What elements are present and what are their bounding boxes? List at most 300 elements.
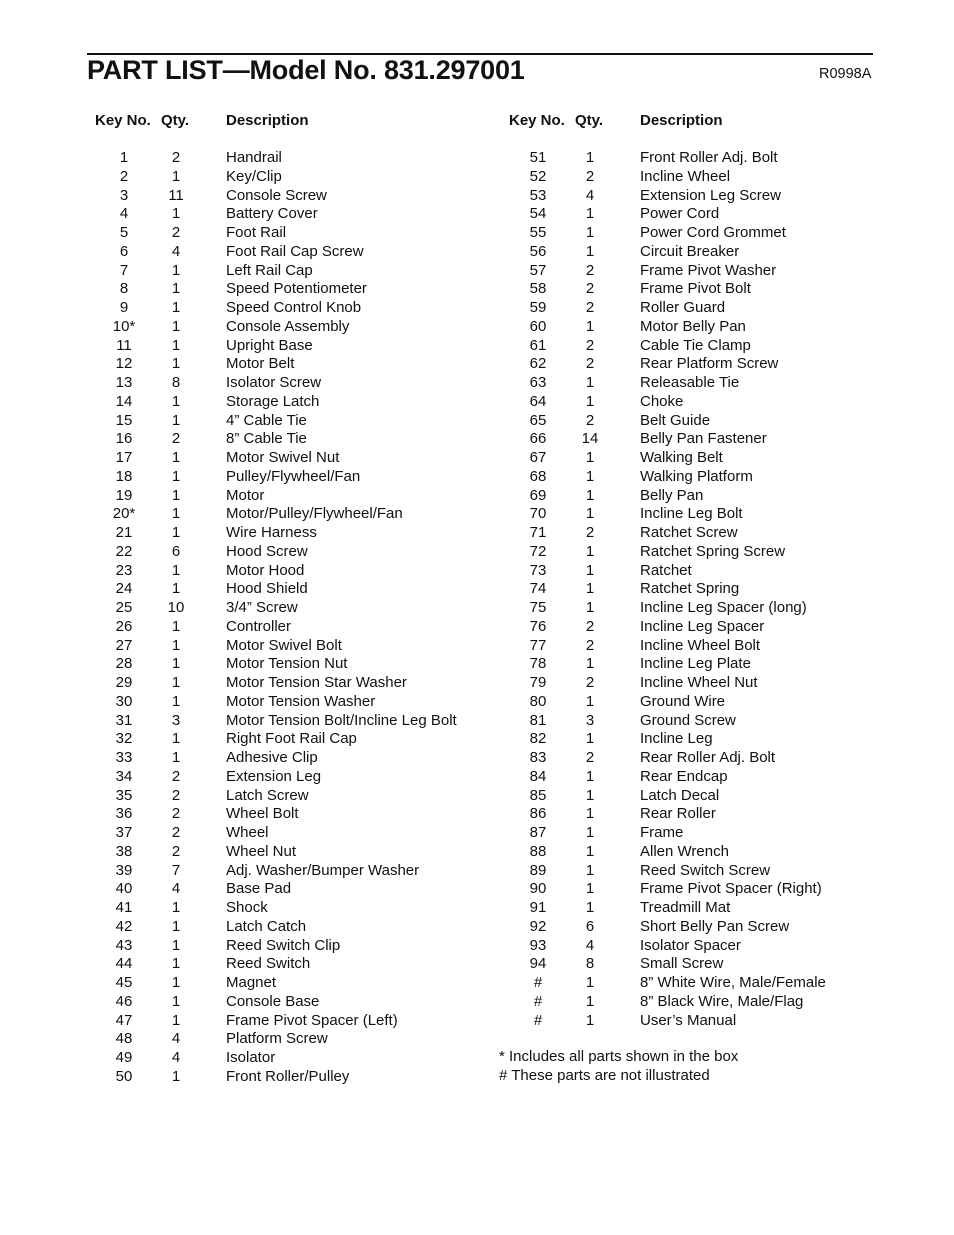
part-key-no: 10* [112, 317, 136, 335]
part-qty: 2 [585, 299, 595, 316]
part-key-no: 60 [529, 317, 547, 335]
part-qty: 6 [585, 917, 595, 935]
part-key-no: 56 [529, 242, 547, 260]
part-qty: 2 [171, 786, 181, 804]
part-qty: 1 [171, 467, 181, 485]
part-qty: 1 [585, 242, 595, 260]
part-key-no: 53 [529, 186, 547, 204]
part-qty: 7 [171, 861, 181, 879]
part-key-no: 48 [115, 1030, 133, 1048]
part-key-no: 64 [529, 392, 547, 410]
part-key-no: 71 [529, 524, 547, 541]
part-key-no: 72 [529, 542, 547, 560]
part-qty: 1 [585, 374, 595, 391]
part-key-no: 18 [115, 467, 133, 485]
part-description: Cable Tie Clamp [640, 336, 751, 354]
part-qty: 1 [171, 955, 181, 973]
part-description: Ratchet Spring [640, 580, 740, 598]
part-description: Upright Base [226, 336, 313, 354]
part-key-no: 28 [115, 655, 133, 673]
part-description: Frame Pivot Washer [640, 261, 777, 279]
part-key-no: 59 [529, 299, 547, 316]
part-description: Front Roller Adj. Bolt [640, 149, 778, 166]
part-qty: 1 [171, 1011, 181, 1029]
part-description: Frame Pivot Spacer (Right) [640, 880, 822, 898]
part-key-no: 24 [115, 580, 133, 598]
part-qty: 2 [585, 749, 595, 766]
part-description: Speed Control Knob [226, 299, 362, 316]
part-qty: 4 [171, 1049, 181, 1066]
part-description: Console Base [226, 992, 320, 1010]
part-qty: 3 [171, 711, 181, 729]
part-description: Walking Platform [640, 467, 753, 485]
part-key-no: 43 [115, 936, 133, 954]
part-key-no: 25 [115, 599, 133, 616]
part-key-no: 82 [529, 730, 547, 748]
part-description: Pulley/Flywheel/Fan [226, 467, 361, 485]
part-qty: 2 [171, 149, 181, 166]
part-description: Incline Wheel [640, 167, 731, 185]
part-description: Console Assembly [226, 317, 350, 335]
part-key-no: 69 [529, 486, 547, 504]
part-qty: 2 [585, 617, 595, 635]
part-qty: 1 [585, 486, 595, 504]
part-description: Frame [640, 824, 684, 841]
part-description: Battery Cover [226, 205, 318, 223]
part-qty: 1 [171, 449, 181, 466]
part-qty: 1 [585, 824, 595, 841]
part-qty: 1 [171, 974, 181, 991]
part-qty: 1 [585, 542, 595, 560]
part-key-no: 67 [529, 449, 547, 466]
part-key-no: 15 [115, 411, 133, 429]
part-description: Motor/Pulley/Flywheel/Fan [226, 505, 403, 523]
part-description: Motor [226, 486, 265, 504]
part-description: Motor Swivel Bolt [226, 636, 342, 654]
part-description: Motor Belt [226, 355, 295, 373]
part-description: Roller Guard [640, 299, 726, 316]
part-description: Rear Endcap [640, 767, 728, 785]
part-qty: 1 [171, 580, 181, 598]
part-key-no: 8 [119, 280, 129, 298]
part-qty: 4 [585, 936, 595, 954]
part-key-no: 91 [529, 899, 547, 916]
part-description: 8” Black Wire, Male/Flag [640, 992, 804, 1010]
part-qty: 1 [171, 674, 181, 691]
part-qty: 1 [171, 205, 181, 223]
document-code: R0998A [819, 66, 872, 82]
part-qty: 14 [581, 430, 599, 448]
part-qty: 1 [171, 486, 181, 504]
part-key-no: 61 [529, 336, 547, 354]
part-qty: 2 [585, 336, 595, 354]
part-key-no: 30 [115, 692, 133, 710]
part-description: Latch Catch [226, 917, 307, 935]
part-key-no: 54 [529, 205, 547, 223]
part-key-no: 73 [529, 561, 547, 579]
part-description: Power Cord [640, 205, 720, 223]
part-key-no: # [533, 1011, 543, 1029]
part-key-no: 58 [529, 280, 547, 298]
part-description: Rear Roller [640, 805, 716, 823]
part-key-no: 40 [115, 880, 133, 898]
header-key-no: Key No. [95, 112, 151, 129]
part-key-no: 83 [529, 749, 547, 766]
part-qty: 4 [171, 880, 181, 898]
part-description: Reed Switch Screw [640, 861, 771, 879]
part-qty: 1 [171, 355, 181, 373]
part-qty: 10 [167, 599, 185, 616]
part-key-no: 21 [115, 524, 133, 541]
part-key-no: 16 [115, 430, 133, 448]
part-description: Belly Pan [640, 486, 704, 504]
page-title: PART LIST—Model No. 831.297001 [87, 55, 525, 85]
part-key-no: 87 [529, 824, 547, 841]
part-qty: 1 [585, 599, 595, 616]
part-description: Platform Screw [226, 1030, 328, 1048]
part-qty: 1 [585, 317, 595, 335]
part-key-no: 35 [115, 786, 133, 804]
part-key-no: 31 [115, 711, 133, 729]
part-description: Shock [226, 899, 268, 916]
part-qty: 2 [171, 842, 181, 860]
part-description: Choke [640, 392, 684, 410]
part-description: Small Screw [640, 955, 724, 973]
part-description: Key/Clip [226, 167, 282, 185]
part-description: Belly Pan Fastener [640, 430, 767, 448]
part-qty: 6 [171, 542, 181, 560]
part-description: Ground Wire [640, 692, 726, 710]
part-qty: 1 [171, 917, 181, 935]
part-key-no: 17 [115, 449, 133, 466]
part-key-no: 38 [115, 842, 133, 860]
part-key-no: 22 [115, 542, 133, 560]
part-key-no: 39 [115, 861, 133, 879]
part-key-no: 84 [529, 767, 547, 785]
part-key-no: 70 [529, 505, 547, 523]
part-description: Adhesive Clip [226, 749, 318, 766]
part-qty: 1 [585, 1011, 595, 1029]
part-qty: 2 [585, 411, 595, 429]
part-qty: 1 [585, 224, 595, 241]
part-description: 8” White Wire, Male/Female [640, 974, 826, 991]
part-key-no: 51 [529, 149, 547, 166]
part-description: Extension Leg [226, 767, 322, 785]
part-description: Motor Tension Star Washer [226, 674, 407, 691]
part-qty: 11 [168, 186, 184, 204]
part-qty: 1 [585, 992, 595, 1010]
part-qty: 1 [585, 467, 595, 485]
part-qty: 2 [171, 767, 181, 785]
part-description: Extension Leg Screw [640, 186, 781, 204]
part-description: Ground Screw [640, 711, 736, 729]
part-qty: 1 [585, 205, 595, 223]
part-description: Releasable Tie [640, 374, 740, 391]
part-key-no: 76 [529, 617, 547, 635]
part-description: Motor Tension Bolt/Incline Leg Bolt [226, 711, 457, 729]
part-key-no: 63 [529, 374, 547, 391]
part-key-no: 44 [115, 955, 133, 973]
part-description: Speed Potentiometer [226, 280, 367, 298]
part-description: Power Cord Grommet [640, 224, 786, 241]
part-qty: 1 [171, 261, 181, 279]
part-qty: 1 [171, 299, 181, 316]
part-description: Left Rail Cap [226, 261, 313, 279]
part-description: Front Roller/Pulley [226, 1067, 350, 1085]
part-qty: 2 [171, 430, 181, 448]
part-qty: 2 [585, 261, 595, 279]
part-description: Adj. Washer/Bumper Washer [226, 861, 420, 879]
part-qty: 1 [171, 411, 181, 429]
part-description: 3/4” Screw [226, 599, 298, 616]
part-key-no: 29 [115, 674, 133, 691]
part-key-no: # [533, 974, 543, 991]
header-qty: Qty. [575, 112, 604, 129]
part-description: Motor Tension Nut [226, 655, 348, 673]
part-key-no: 14 [115, 392, 133, 410]
part-qty: 1 [171, 936, 181, 954]
part-description: Ratchet [640, 561, 692, 579]
part-qty: 1 [171, 280, 181, 298]
part-description: Isolator Spacer [640, 936, 741, 954]
part-qty: 1 [585, 392, 595, 410]
part-description: Console Screw [226, 186, 327, 204]
part-description: Ratchet Screw [640, 524, 738, 541]
part-description: Magnet [226, 974, 277, 991]
part-description: Foot Rail [226, 224, 287, 241]
part-key-no: 46 [115, 992, 133, 1010]
part-key-no: 4 [119, 205, 129, 223]
part-key-no: 6 [119, 242, 129, 260]
part-qty: 1 [585, 730, 595, 748]
part-description: Belt Guide [640, 411, 711, 429]
part-qty: 2 [171, 224, 181, 241]
part-description: Latch Screw [226, 786, 309, 804]
part-qty: 4 [585, 186, 595, 204]
part-description: Storage Latch [226, 392, 320, 410]
part-key-no: 42 [115, 917, 133, 935]
part-key-no: 34 [115, 767, 133, 785]
part-qty: 8 [171, 374, 181, 391]
part-description: 8” Cable Tie [226, 430, 307, 448]
part-qty: 4 [171, 242, 181, 260]
part-qty: 1 [585, 880, 595, 898]
part-key-no: 81 [529, 711, 547, 729]
part-key-no: 62 [529, 355, 547, 373]
part-key-no: 27 [115, 636, 133, 654]
part-description: Motor Belly Pan [640, 317, 746, 335]
part-qty: 1 [585, 692, 595, 710]
part-qty: 1 [585, 805, 595, 823]
part-key-no: # [533, 992, 543, 1010]
part-description: Incline Leg Spacer [640, 617, 765, 635]
part-description: Wire Harness [226, 524, 317, 541]
part-key-no: 20* [112, 505, 136, 523]
part-description: Latch Decal [640, 786, 720, 804]
part-qty: 1 [171, 655, 181, 673]
part-key-no: 41 [115, 899, 133, 916]
part-description: Motor Swivel Nut [226, 449, 340, 466]
part-description: Foot Rail Cap Screw [226, 242, 364, 260]
part-key-no: 11 [116, 336, 132, 354]
part-description: Controller [226, 617, 292, 635]
part-key-no: 88 [529, 842, 547, 860]
part-key-no: 77 [529, 636, 547, 654]
part-description: Incline Leg Plate [640, 655, 751, 673]
part-qty: 1 [171, 524, 181, 541]
part-description: Motor Tension Washer [226, 692, 376, 710]
part-description: Walking Belt [640, 449, 723, 466]
part-description: Incline Leg Bolt [640, 505, 743, 523]
part-key-no: 32 [115, 730, 133, 748]
part-key-no: 65 [529, 411, 547, 429]
part-description: Wheel [226, 824, 269, 841]
part-description: User’s Manual [640, 1011, 737, 1029]
part-description: Isolator Screw [226, 374, 322, 391]
part-key-no: 3 [119, 186, 129, 204]
part-key-no: 50 [115, 1067, 133, 1085]
part-qty: 2 [585, 280, 595, 298]
part-qty: 2 [585, 674, 595, 691]
part-qty: 1 [171, 1067, 181, 1085]
part-qty: 1 [585, 149, 595, 166]
part-key-no: 90 [529, 880, 547, 898]
header-description: Description [640, 112, 723, 129]
part-description: Circuit Breaker [640, 242, 740, 260]
part-qty: 1 [171, 899, 181, 916]
part-qty: 1 [585, 449, 595, 466]
part-description: Treadmill Mat [640, 899, 731, 916]
part-description: Wheel Bolt [226, 805, 299, 823]
part-key-no: 13 [115, 374, 133, 391]
part-key-no: 9 [119, 299, 129, 316]
part-key-no: 37 [115, 824, 133, 841]
footnote-asterisk: * Includes all parts shown in the box [499, 1048, 739, 1065]
part-key-no: 86 [529, 805, 547, 823]
part-qty: 1 [585, 655, 595, 673]
part-qty: 1 [585, 505, 595, 523]
part-key-no: 68 [529, 467, 547, 485]
part-key-no: 52 [529, 167, 547, 185]
part-qty: 1 [585, 899, 595, 916]
part-qty: 3 [585, 711, 595, 729]
part-qty: 2 [585, 355, 595, 373]
part-key-no: 55 [529, 224, 547, 241]
part-description: Incline Wheel Nut [640, 674, 758, 691]
part-description: Rear Platform Screw [640, 355, 779, 373]
part-key-no: 92 [529, 917, 547, 935]
part-key-no: 19 [115, 486, 133, 504]
part-key-no: 57 [529, 261, 547, 279]
part-key-no: 36 [115, 805, 133, 823]
part-description: Handrail [226, 149, 282, 166]
part-description: Motor Hood [226, 561, 305, 579]
part-qty: 2 [171, 805, 181, 823]
part-qty: 1 [585, 786, 595, 804]
part-key-no: 94 [529, 955, 547, 973]
part-qty: 1 [171, 636, 181, 654]
part-key-no: 93 [529, 936, 547, 954]
part-qty: 1 [171, 392, 181, 410]
part-qty: 1 [585, 861, 595, 879]
part-key-no: 80 [529, 692, 547, 710]
part-key-no: 12 [115, 355, 133, 373]
part-key-no: 74 [529, 580, 547, 598]
part-key-no: 26 [115, 617, 133, 635]
part-qty: 1 [171, 730, 181, 748]
part-key-no: 33 [115, 749, 133, 766]
part-description: Rear Roller Adj. Bolt [640, 749, 776, 766]
part-description: Frame Pivot Bolt [640, 280, 751, 298]
part-qty: 2 [585, 524, 595, 541]
part-key-no: 85 [529, 786, 547, 804]
part-description: Allen Wrench [640, 842, 729, 860]
part-description: Incline Wheel Bolt [640, 636, 761, 654]
part-description: Base Pad [226, 880, 292, 898]
part-description: Incline Leg Spacer (long) [640, 599, 807, 616]
part-description: Ratchet Spring Screw [640, 542, 786, 560]
part-key-no: 79 [529, 674, 547, 691]
part-key-no: 66 [529, 430, 547, 448]
part-description: Right Foot Rail Cap [226, 730, 357, 748]
part-key-no: 45 [115, 974, 133, 991]
part-qty: 4 [171, 1030, 181, 1048]
part-description: Short Belly Pan Screw [640, 917, 790, 935]
part-qty: 1 [585, 767, 595, 785]
part-qty: 2 [585, 167, 595, 185]
part-key-no: 1 [119, 149, 129, 166]
part-description: Frame Pivot Spacer (Left) [226, 1011, 398, 1029]
part-key-no: 78 [529, 655, 547, 673]
part-qty: 1 [585, 580, 595, 598]
part-qty: 1 [171, 336, 181, 354]
part-key-no: 2 [119, 167, 129, 185]
part-description: Isolator [226, 1049, 276, 1066]
footnote-hash: # These parts are not illustrated [499, 1067, 710, 1084]
header-qty: Qty. [161, 112, 190, 129]
part-description: Incline Leg [640, 730, 713, 748]
part-description: Hood Screw [226, 542, 308, 560]
part-qty: 2 [171, 824, 181, 841]
part-qty: 1 [171, 505, 181, 523]
part-description: Reed Switch [226, 955, 311, 973]
part-key-no: 49 [115, 1049, 133, 1066]
part-qty: 1 [171, 617, 181, 635]
part-qty: 1 [171, 561, 181, 579]
part-qty: 2 [585, 636, 595, 654]
footnotes [499, 1047, 738, 1085]
part-description: Reed Switch Clip [226, 936, 341, 954]
part-qty: 1 [585, 974, 595, 991]
part-key-no: 7 [119, 261, 129, 279]
part-description: 4” Cable Tie [226, 411, 307, 429]
part-qty: 8 [585, 955, 595, 973]
part-description: Wheel Nut [226, 842, 297, 860]
part-qty: 1 [171, 167, 181, 185]
part-qty: 1 [171, 692, 181, 710]
part-qty: 1 [171, 749, 181, 766]
header-description: Description [226, 112, 309, 129]
header-key-no: Key No. [509, 112, 565, 129]
part-key-no: 75 [529, 599, 547, 616]
part-qty: 1 [171, 992, 181, 1010]
part-qty: 1 [585, 842, 595, 860]
part-key-no: 89 [529, 861, 547, 879]
part-key-no: 5 [119, 224, 129, 241]
part-qty: 1 [585, 561, 595, 579]
part-key-no: 47 [115, 1011, 133, 1029]
part-qty: 1 [171, 317, 181, 335]
